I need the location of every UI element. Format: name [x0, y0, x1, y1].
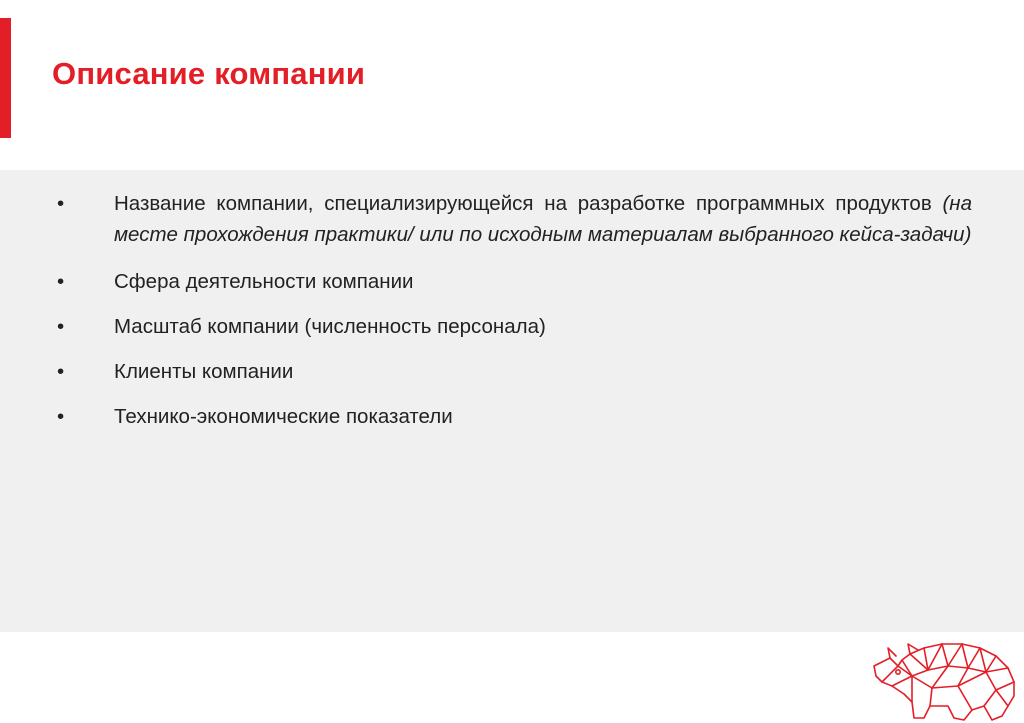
- list-item: [57, 401, 972, 432]
- bullet-list: [57, 188, 972, 446]
- rhino-logo-icon: [868, 636, 1020, 722]
- item-note: (на месте прохождения практики/ или по исходным материалам выбранного кейса-задачи): [114, 192, 972, 246]
- item-text: Технико-экономические показатели: [114, 405, 453, 428]
- list-item: [57, 311, 972, 342]
- item-text: Сфера деятельности компании: [114, 270, 414, 293]
- item-text: Клиенты компании: [114, 360, 294, 383]
- content-panel: [0, 170, 1024, 632]
- list-item: [57, 188, 972, 250]
- list-item: [57, 266, 972, 297]
- bullet-marker: •: [57, 192, 65, 215]
- bullet-marker: •: [57, 315, 65, 338]
- item-text: Масштаб компании (численность персонала): [114, 315, 546, 338]
- bullet-marker: •: [57, 405, 65, 428]
- bullet-marker: •: [57, 360, 65, 383]
- bullet-marker: •: [57, 270, 65, 293]
- item-text: Название компании, специализирующейся на разработке программных продуктов: [114, 192, 943, 215]
- accent-bar: [0, 18, 11, 138]
- list-item: [57, 356, 972, 387]
- slide-title: Описание компании: [52, 56, 366, 91]
